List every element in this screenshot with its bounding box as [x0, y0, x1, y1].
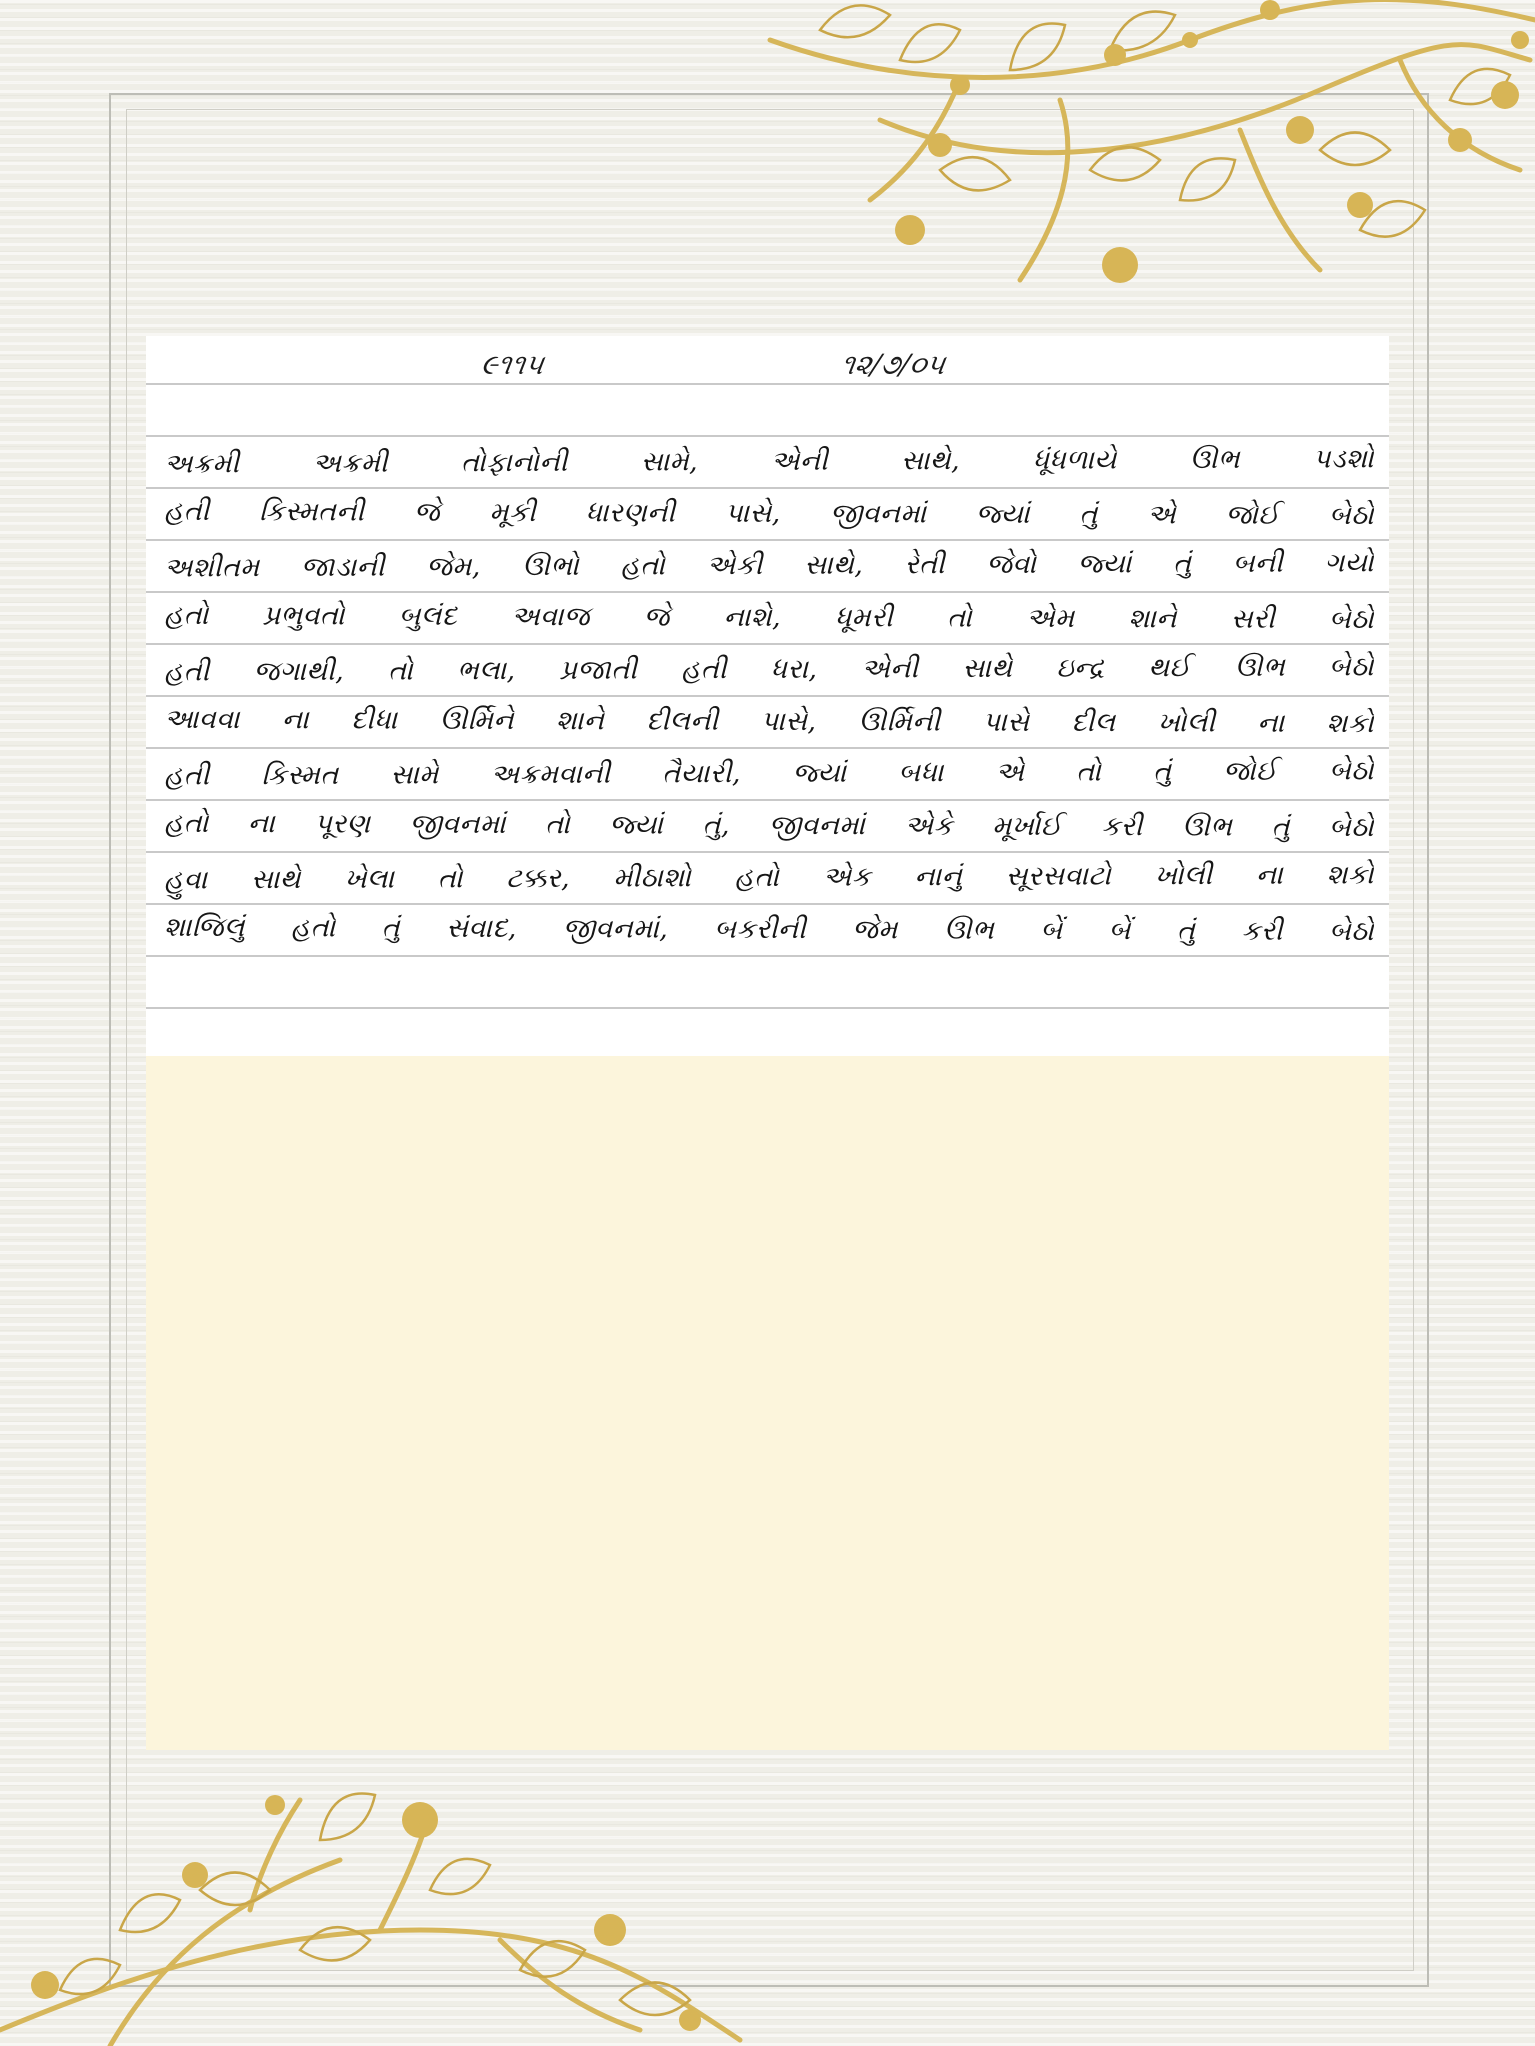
poem-line: હતી જગાથી, તો ભલા, પ્રજાતી હતી ધરા, એની સાથે ઇન્દ્ર થઈ ઊભ બેઠો [163, 651, 1375, 688]
page-number: ૯૧૧૫ [478, 348, 546, 381]
handwritten-poem [164, 440, 1374, 960]
poem-line: હુવા સાથે ખેલા તો ટક્કર, મીઠાશો હતો એક નાનું સૂરસવાટો ખોલી ના શકો [163, 859, 1375, 896]
poem-line: અક્રમી અક્રમી તોફાનોની સામે, એની સાથે, ધૂંધળાયે ઊભ પડશો [163, 443, 1375, 480]
poem-line: શાજિલું હતો તું સંવાદ, જીવનમાં, બકરીની જેમ ઊભ બેં બેં તું કરી બેઠો [163, 911, 1375, 948]
cream-content-panel [146, 1056, 1389, 1750]
poem-line: હતો પ્રભુવતો બુલંદ અવાજ જે નાશે, ધૂમરી તો એમ શાને સરી બેઠો [163, 599, 1375, 636]
poem-line: હતો ના પૂરણ જીવનમાં તો જ્યાં તું, જીવનમાં એકે મૂર્ખાઈ કરી ઊભ તું બેઠો [163, 807, 1375, 844]
page-date: ૧૨/૭/૦૫ [838, 348, 948, 381]
poem-line: આવવા ના દીધા ઊર્મિને શાને દીલની પાસે, ઊર્મિની પાસે દીલ ખોલી ના શકો [163, 703, 1375, 740]
poem-line: અશીતમ જાડાની જેમ, ઊભો હતો એકી સાથે, રેતી જેવો જ્યાં તું બની ગયો [163, 547, 1375, 584]
poem-line: હતી કિસ્મતની જે મૂકી ધારણની પાસે, જીવનમાં જ્યાં તું એ જોઈ બેઠો [163, 495, 1375, 532]
poem-line: હતી કિસ્મત સામે અક્રમવાની તૈયારી, જ્યાં બધા એ તો તું જોઈ બેઠો [163, 755, 1375, 792]
handwritten-notebook-scan [146, 336, 1389, 1056]
scan-header [146, 346, 1389, 386]
